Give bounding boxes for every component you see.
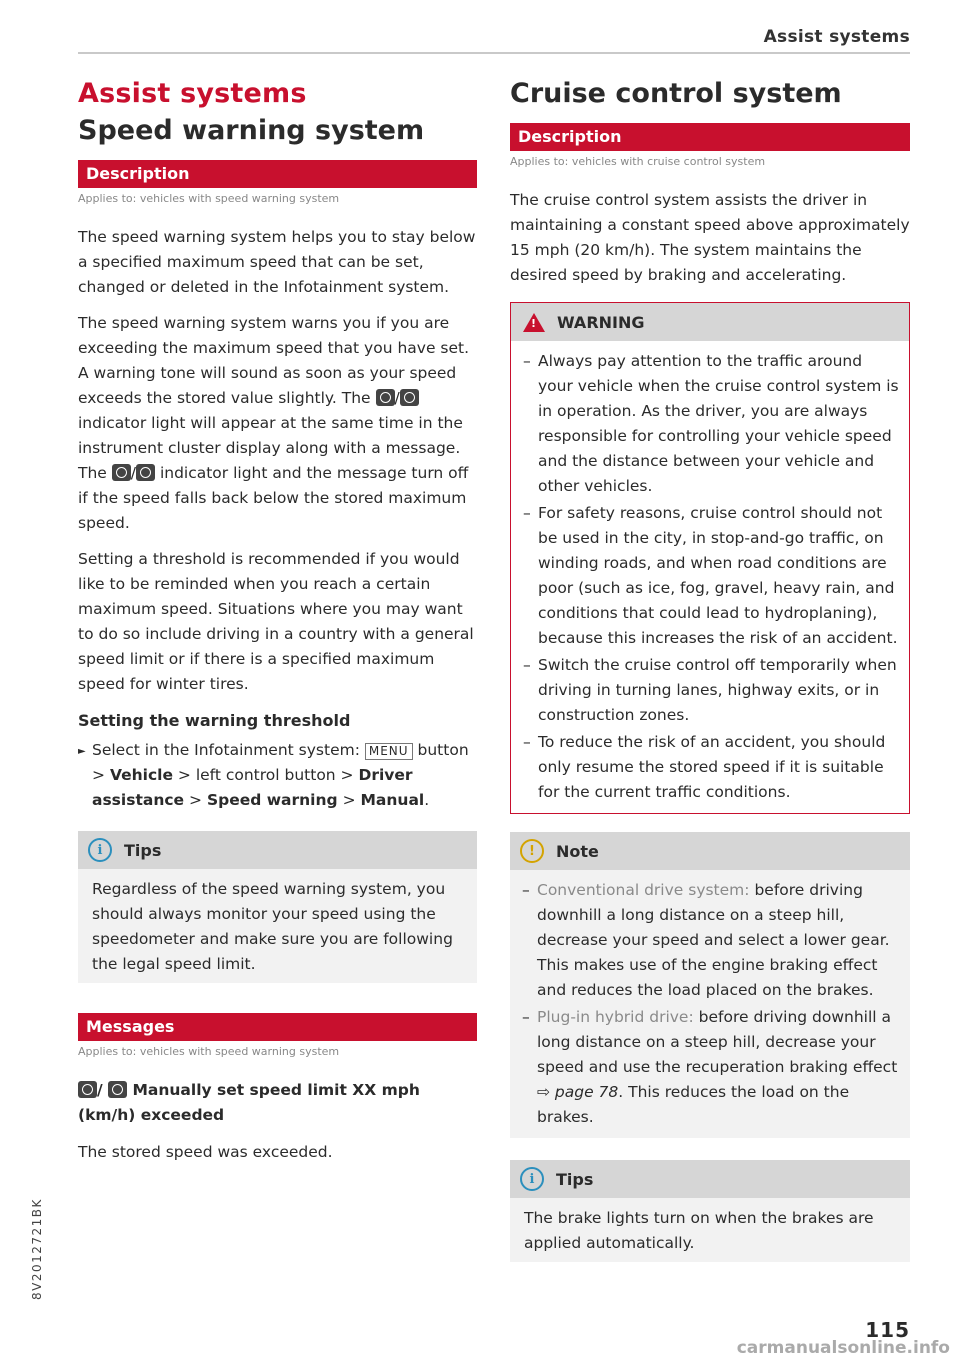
running-header: Assist systems [763, 27, 910, 47]
warning-item: – Always pay attention to the traffic around your vehicle when the cruise control system is in operation. As the driver, you are always responsible for controlling your vehicle speed and the distance between your vehicle and other vehicles. [523, 352, 899, 495]
info-icon: i [88, 838, 112, 862]
warning-paragraph: The speed warning system warns you if you are exceeding the maximum speed that you have set. A warning tone will sound as soon as your speed exceeds the stored value slightly. The / indicator light will appear at the same time in the instrument cluster display along with a message. The / indicator light and the message turn off if the speed falls back below the stored maximum speed. [78, 314, 470, 532]
paragraph-text: indicator light and the message turn off if the speed falls back below the stored maximum speed. [78, 464, 469, 532]
threshold-paragraph: Setting a threshold is recommended if you would like to be reminded when you reach a certain maximum speed. Situations where you may want to do so include driving in a country with a general speed limit or if there is a specified maximum speed for winter tires. [78, 550, 474, 693]
right-column [510, 78, 910, 1284]
note-item: – Conventional drive system: before driving downhill a long distance on a steep hill, decrease your speed and select a lower gear. This makes use of the engine braking effect and reduces the load placed on the brakes. [522, 881, 890, 999]
page-reference-link[interactable]: ⇨ page 78 [537, 1083, 619, 1101]
tips-box [510, 1160, 910, 1262]
page-title: Speed warning system [78, 115, 425, 146]
warning-item: – Switch the cruise control off temporarily when driving in turning lanes, highway exits, or in construction zones. [523, 656, 897, 724]
watermark: carmanualsonline.info [736, 1338, 950, 1358]
step-separator: > [342, 791, 356, 809]
document-code: 8V2012721BK [30, 1198, 44, 1300]
header-divider [78, 52, 910, 54]
applies-note: Applies to: vehicles with cruise control system [510, 155, 766, 168]
paragraph-text: The speed warning system warns you if you are exceeding the maximum speed that you have set. A warning tone will sound as soon as your speed exceeds the stored value slightly. The [78, 314, 470, 407]
messages-bar: Messages [78, 1013, 477, 1041]
speed-warning-indicator-icon [400, 389, 419, 406]
note-header [510, 832, 910, 870]
info-icon: i [520, 1167, 544, 1191]
step-separator: > [189, 791, 202, 809]
note-box [510, 832, 910, 1138]
cruise-intro-paragraph: The cruise control system assists the driver in maintaining a constant speed above approximately 15 mph (20 km/h). The system maintains the desired speed by braking and accelerating. [510, 191, 910, 284]
menu-path-speed-warning: Speed warning [206, 791, 338, 809]
applies-note: Applies to: vehicles with speed warning system [78, 1045, 340, 1058]
warning-item: – For safety reasons, cruise control should not be used in the city, in stop-and-go traffic, on winding roads, and when road conditions are poor (such as ice, fog, gravel, heavy rain, and conditions that could lead to hydroplaning), because this increases the risk of an accident. [523, 504, 898, 647]
warning-header [511, 303, 909, 341]
paragraph-text: indicator light will appear at the same time in the instrument cluster display along with a message. The [78, 414, 463, 482]
speed-warning-indicator-icon [376, 389, 395, 406]
tips-title: Tips [556, 1169, 594, 1189]
step-text: button > [92, 741, 469, 784]
menu-path-manual: Manual [360, 791, 425, 809]
message-text: The stored speed was exceeded. [78, 1143, 333, 1161]
tips-header [78, 831, 477, 869]
message-title: / Manually set speed limit XX mph (km/h) exceeded [78, 1081, 420, 1124]
left-column [78, 78, 477, 1176]
speed-warning-indicator-icon [78, 1081, 97, 1098]
tips-body: Regardless of the speed warning system, you should always monitor your speed using the speedometer and make sure you are following the legal speed limit. [92, 880, 453, 973]
tips-box [78, 831, 477, 983]
note-item: – Plug-in hybrid drive: before driving downhill a long distance on a steep hill, decrease your speed and use the recuperation braking effect ⇨ page 78. This reduces the load on the brakes. [522, 1008, 898, 1126]
note-icon: ! [520, 839, 544, 863]
cruise-title: Cruise control system [510, 78, 842, 109]
step-text: > left control button > [177, 766, 354, 784]
warning-list [511, 341, 909, 813]
description-bar: Description [510, 123, 910, 151]
tips-header [510, 1160, 910, 1198]
step-arrow-icon: ► [78, 746, 86, 757]
tips-title: Tips [124, 840, 162, 860]
tips-body: The brake lights turn on when the brakes are applied automatically. [524, 1209, 874, 1252]
instruction-step [78, 738, 477, 813]
speed-warning-indicator-icon [112, 464, 131, 481]
warning-item: – To reduce the risk of an accident, you should only resume the stored speed if it is suitable for the current traffic conditions. [523, 733, 886, 801]
intro-paragraph: The speed warning system helps you to stay below a specified maximum speed that can be set, changed or deleted in the Infotainment system. [78, 228, 476, 296]
warning-title: WARNING [557, 312, 645, 332]
menu-key: MENU [365, 743, 413, 760]
warning-box [510, 302, 910, 814]
subheading: Setting the warning threshold [78, 711, 351, 730]
step-text: Select in the Infotainment system: [92, 741, 360, 759]
menu-path-driver-assistance: Driver assistance [92, 766, 413, 809]
section-title: Assist systems [78, 78, 307, 109]
step-text: . [424, 791, 430, 809]
speed-warning-indicator-icon [136, 464, 155, 481]
page-number: 115 [865, 1318, 910, 1342]
speed-warning-indicator-icon [108, 1081, 127, 1098]
description-bar: Description [78, 160, 477, 188]
message-title-text: Manually set speed limit XX mph (km/h) exceeded [78, 1081, 420, 1124]
note-list [510, 870, 910, 1138]
applies-note: Applies to: vehicles with speed warning system [78, 192, 340, 205]
menu-path-vehicle: Vehicle [109, 766, 173, 784]
note-title: Note [556, 841, 599, 861]
warning-triangle-icon [523, 313, 545, 332]
